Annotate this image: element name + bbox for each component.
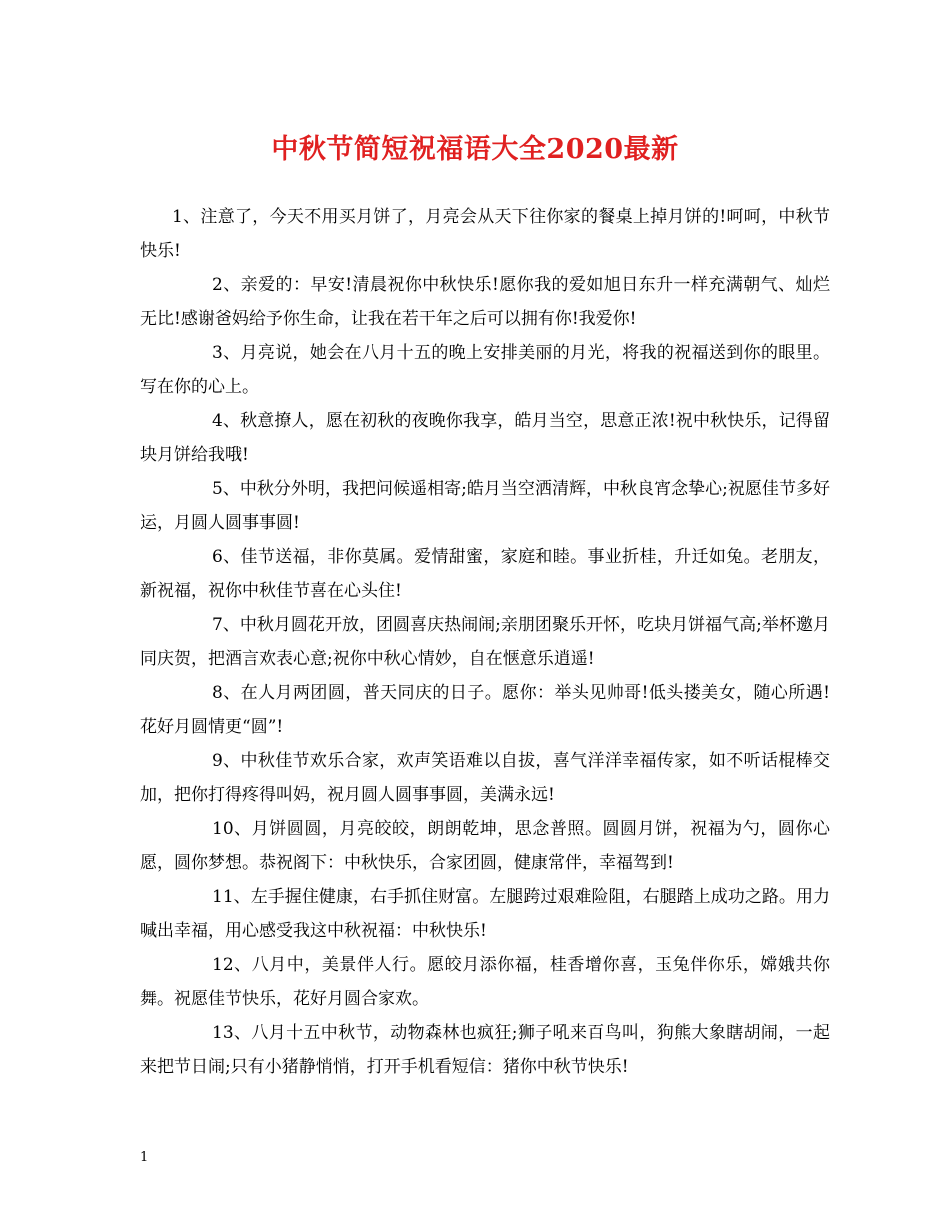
- paragraph: 4、秋意撩人，愿在初秋的夜晚你我享，皓月当空，思意正浓!祝中秋快乐，记得留块月饼给我哦!: [140, 411, 830, 465]
- paragraph: 9、中秋佳节欢乐合家，欢声笑语难以自拔，喜气洋洋幸福传家，如不听话棍棒交加，把你打得疼得叫妈，祝月圆人圆事事圆，美满永远!: [140, 751, 830, 805]
- paragraph: 5、中秋分外明，我把问候遥相寄;皓月当空洒清辉，中秋良宵念挚心;祝愿佳节多好运，月圆人圆事事圆!: [140, 479, 830, 533]
- paragraph: 12、八月中，美景伴人行。愿皎月添你福，桂香增你喜，玉兔伴你乐，嫦娥共你舞。祝愿佳节快乐，花好月圆合家欢。: [140, 955, 830, 1009]
- paragraph: 11、左手握住健康，右手抓住财富。左腿跨过艰难险阻，右腿踏上成功之路。用力喊出幸福，用心感受我这中秋祝福：中秋快乐!: [140, 887, 830, 941]
- paragraph: 2、亲爱的：早安!清晨祝你中秋快乐!愿你我的爱如旭日东升一样充满朝气、灿烂无比!感谢爸妈给予你生命，让我在若干年之后可以拥有你!我爱你!: [140, 275, 830, 329]
- document-title: 中秋节简短祝福语大全2020最新: [271, 134, 679, 165]
- page-number: 1: [140, 1150, 149, 1165]
- document-body: [140, 200, 830, 1084]
- paragraph: 6、佳节送福，非你莫属。爱情甜蜜，家庭和睦。事业折桂，升迁如兔。老朋友，新祝福，祝你中秋佳节喜在心头住!: [140, 547, 830, 601]
- paragraph: 3、月亮说，她会在八月十五的晚上安排美丽的月光，将我的祝福送到你的眼里。写在你的心上。: [140, 343, 830, 397]
- paragraph: 10、月饼圆圆，月亮皎皎，朗朗乾坤，思念普照。圆圆月饼，祝福为勺，圆你心愿，圆你梦想。恭祝阁下：中秋快乐，合家团圆，健康常伴，幸福驾到!: [140, 819, 830, 873]
- paragraph: 7、中秋月圆花开放，团圆喜庆热闹闹;亲朋团聚乐开怀，吃块月饼福气高;举杯邀月同庆贺，把酒言欢表心意;祝你中秋心情妙，自在惬意乐逍遥!: [140, 615, 830, 669]
- paragraph: 8、在人月两团圆，普天同庆的日子。愿你：举头见帅哥!低头搂美女，随心所遇!花好月圆情更“圆”!: [140, 683, 830, 737]
- paragraph: 1、注意了，今天不用买月饼了，月亮会从天下往你家的餐桌上掉月饼的!呵呵，中秋节快乐!: [140, 207, 830, 261]
- paragraph: 13、八月十五中秋节，动物森林也疯狂;狮子吼来百鸟叫，狗熊大象瞎胡闹，一起来把节日闹;只有小猪静悄悄，打开手机看短信：猪你中秋节快乐!: [140, 1023, 830, 1077]
